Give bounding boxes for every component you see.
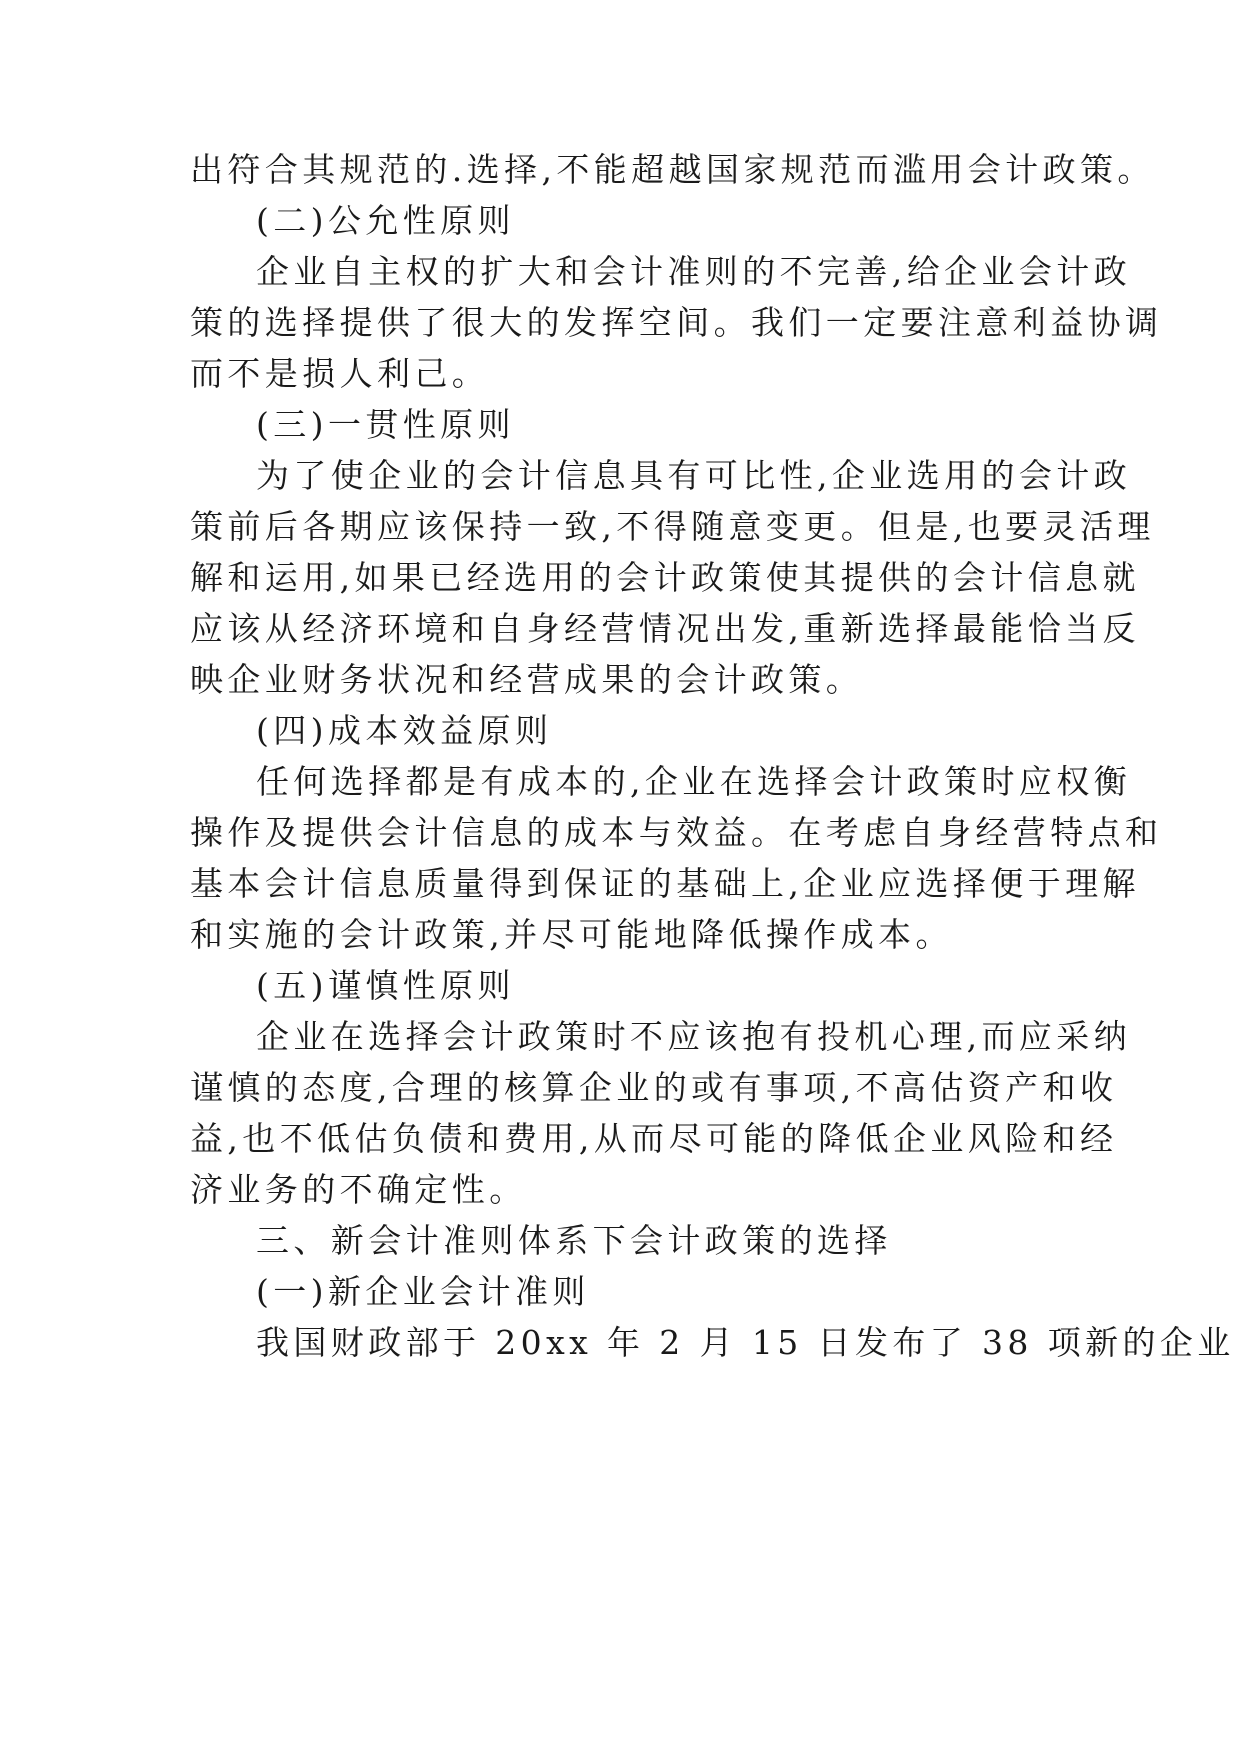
text-line: 出符合其规范的.选择,不能超越国家规范而滥用会计政策。 [190, 150, 1155, 189]
text-line: 谨慎的态度,合理的核算企业的或有事项,不高估资产和收 [190, 1068, 1118, 1107]
chapter-heading: 三、新会计准则体系下会计政策的选择 [256, 1221, 892, 1260]
section-heading: (四)成本效益原则 [256, 711, 553, 750]
text-line: 任何选择都是有成本的,企业在选择会计政策时应权衡 [256, 762, 1132, 801]
section-heading: (三)一贯性原则 [256, 405, 515, 444]
section-heading: (二)公允性原则 [256, 201, 515, 240]
section-heading: (五)谨慎性原则 [256, 966, 515, 1005]
text-line: 基本会计信息质量得到保证的基础上,企业应选择便于理解 [190, 864, 1140, 903]
text-line: 和实施的会计政策,并尽可能地降低操作成本。 [190, 915, 953, 954]
text-line: 而不是损人利己。 [190, 354, 490, 393]
text-line: 操作及提供会计信息的成本与效益。在考虑自身经营特点和 [190, 813, 1163, 852]
text-line: 济业务的不确定性。 [190, 1170, 527, 1209]
text-line: 策前后各期应该保持一致,不得随意变更。但是,也要灵活理 [190, 507, 1155, 546]
text-line: 为了使企业的会计信息具有可比性,企业选用的会计政 [256, 456, 1132, 495]
text-line: 我国财政部于 20xx 年 2 月 15 日发布了 38 项新的企业 [256, 1323, 1235, 1362]
text-line: 策的选择提供了很大的发挥空间。我们一定要注意利益协调 [190, 303, 1163, 342]
text-line: 映企业财务状况和经营成果的会计政策。 [190, 660, 864, 699]
text-line: 企业自主权的扩大和会计准则的不完善,给企业会计政 [256, 252, 1132, 291]
text-line: 应该从经济环境和自身经营情况出发,重新选择最能恰当反 [190, 609, 1140, 648]
text-line: 益,也不低估负债和费用,从而尽可能的降低企业风险和经 [190, 1119, 1118, 1158]
text-line: 解和运用,如果已经选用的会计政策使其提供的会计信息就 [190, 558, 1140, 597]
text-line: 企业在选择会计政策时不应该抱有投机心理,而应采纳 [256, 1017, 1132, 1056]
section-heading: (一)新企业会计准则 [256, 1272, 590, 1311]
